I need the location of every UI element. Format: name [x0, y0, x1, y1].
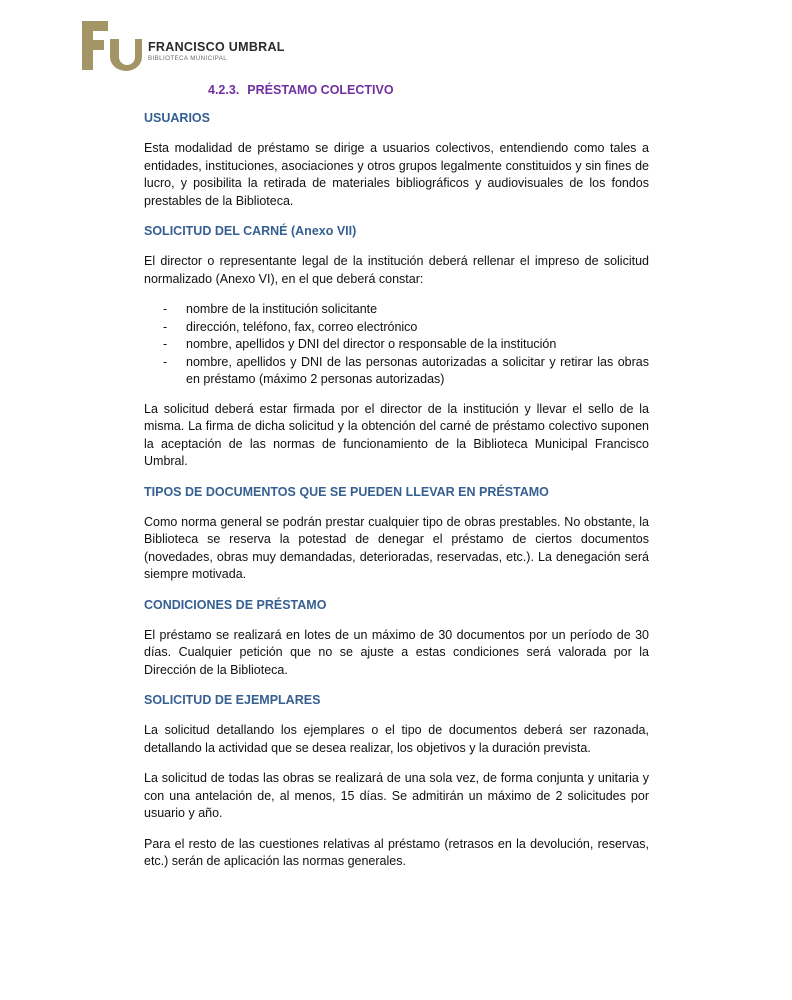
list-item: - nombre, apellidos y DNI del director o responsable de la institución [144, 336, 649, 354]
paragraph-tipos-documentos: Como norma general se podrán prestar cualquier tipo de obras prestables. No obstante, la Biblioteca se reserva la potestad de denegar el préstamo de ciertos documentos (novedades, obras muy demandadas, deterioradas, reservadas, etc.). La denegación será siempre motivada. [144, 514, 649, 581]
logo-title: FRANCISCO UMBRAL [148, 40, 285, 54]
list-item: - nombre de la institución solicitante [144, 301, 649, 319]
paragraph-ejemplares-2: La solicitud de todas las obras se realizará de una sola vez, de forma conjunta y unitaria y con una antelación de, al menos, 15 días. Se admitirán un máximo de 2 solicitudes por usuario y año. [144, 771, 649, 820]
paragraph-condiciones: El préstamo se realizará en lotes de un máximo de 30 documentos por un período de 30 días. Cualquier petición que no se ajuste a estas condiciones será valorada por la Dirección de la Biblioteca. [144, 627, 649, 677]
section-number: 4.2.3. [208, 83, 240, 97]
section-title [208, 83, 649, 97]
paragraph-solicitud-intro: El director o representante legal de la institución deberá rellenar el impreso de solicitud normalizado (Anexo VI), en el que deberá constar: [144, 254, 649, 286]
heading-condiciones: CONDICIONES DE PRÉSTAMO [144, 597, 327, 612]
section-title-text: PRÉSTAMO COLECTIVO [247, 83, 394, 97]
list-item: - dirección, teléfono, fax, correo electrónico [144, 319, 649, 337]
document-body [144, 83, 649, 884]
paragraph-ejemplares-1: La solicitud detallando los ejemplares o el tipo de documentos deberá ser razonada, detallando la actividad que se desea realizar, los objetivos y la duración prevista. [144, 723, 649, 755]
heading-solicitud-ejemplares: SOLICITUD DE EJEMPLARES [144, 693, 321, 707]
paragraph-ejemplares-3: Para el resto de las cuestiones relativas al préstamo (retrasos en la devolución, reservas, etc.) serán de aplicación las normas generales. [144, 836, 649, 868]
heading-solicitud-carne: SOLICITUD DEL CARNÉ (Anexo VII) [144, 224, 357, 238]
list-item: - nombre, apellidos y DNI de las personas autorizadas a solicitar y retirar las obras en préstamo (máximo 2 personas autorizadas) [144, 354, 649, 389]
requirements-list [144, 301, 649, 389]
logo-subtitle: BIBLIOTECA MUNICIPAL [148, 55, 228, 62]
library-logo [82, 21, 285, 71]
paragraph-usuarios: Esta modalidad de préstamo se dirige a usuarios colectivos, entendiendo como tales a entidades, instituciones, asociaciones y otros grupos legalmente constituidos y sin fines de lucro, y posibilita la retirada de materiales bibliográficos y audiovisuales de los fondos prestables de la Biblioteca. [144, 141, 649, 208]
paragraph-solicitud-closing: La solicitud deberá estar firmada por el director de la institución y llevar el sello de la misma. La firma de dicha solicitud y la obtención del carné de préstamo colectivo suponen la aceptación de las normas de funcionamiento de la Biblioteca Municipal Francisco Umbral. [144, 401, 649, 468]
heading-tipos-documentos: TIPOS DE DOCUMENTOS QUE SE PUEDEN LLEVAR EN PRÉSTAMO [144, 484, 549, 499]
heading-usuarios: USUARIOS [144, 111, 210, 125]
fu-logo-mark-icon [82, 21, 142, 71]
